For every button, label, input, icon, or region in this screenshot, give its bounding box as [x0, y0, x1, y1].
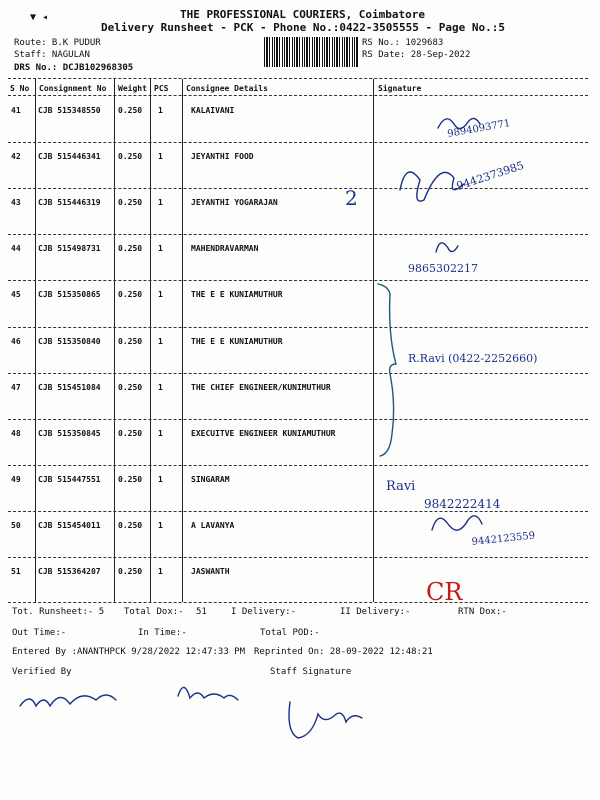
table-bottom-rule — [8, 602, 588, 603]
row-pcs: 1 — [158, 428, 163, 438]
runsheet-title: Delivery Runsheet - PCK - Phone No.:0422-3505555 - Page No.:5 — [101, 21, 505, 34]
row-consignment-no: CJB 515364207 — [38, 567, 101, 576]
sig-51-mark: CR — [426, 578, 463, 606]
row-weight: 0.250 — [118, 152, 143, 162]
row-divider — [8, 373, 588, 374]
row-weight: 0.250 — [118, 198, 143, 208]
sig-49-name: Ravi — [386, 479, 416, 494]
sig-49-phone: 9842222414 — [424, 497, 501, 511]
row-divider — [8, 511, 588, 512]
row-pcs: 1 — [158, 336, 163, 346]
row-consignee: SINGARAM — [191, 474, 230, 484]
row-consignment-no: CJB 515454011 — [38, 520, 101, 530]
col-divider — [150, 79, 151, 602]
row-divider — [8, 142, 588, 143]
row-consignee: THE CHIEF ENGINEER/KUNIMUTHUR — [191, 382, 331, 392]
signature-41-scribble — [438, 118, 480, 128]
staff-signature — [289, 702, 362, 738]
row-consignee: EXECUITVE ENGINEER KUNIAMUTHUR — [191, 428, 336, 438]
row-pcs: 1 — [158, 567, 163, 576]
signature-44-scribble — [436, 243, 458, 252]
verified-by-signature-2 — [178, 687, 238, 700]
rtn-dox: RTN Dox:- — [458, 607, 507, 617]
reprinted-on: Reprinted On: 28-09-2022 12:48:21 — [254, 647, 433, 657]
row-sno: 47 — [11, 382, 21, 392]
row-pcs: 1 — [158, 152, 163, 162]
row-sno: 43 — [11, 198, 21, 208]
total-pod: Total POD:- — [260, 628, 320, 638]
row-weight: 0.250 — [118, 106, 143, 115]
row-consignee: A LAVANYA — [191, 520, 235, 530]
staff-signature-label: Staff Signature — [270, 667, 352, 677]
row-weight: 0.250 — [118, 474, 143, 484]
entered-by: Entered By :ANANTHPCK 9/28/2022 12:47:33 PM — [12, 647, 245, 657]
row-consignee: THE E E KUNIAMUTHUR — [191, 336, 283, 346]
col-consignment: Consignment No — [39, 84, 107, 93]
total-dox-label: Total Dox:- — [124, 607, 184, 617]
col-divider — [182, 79, 183, 602]
col-divider — [114, 79, 115, 602]
route: Route: B.K PUDUR — [14, 38, 101, 48]
row-weight: 0.250 — [118, 290, 143, 300]
row-sno: 46 — [11, 336, 21, 346]
row-weight: 0.250 — [118, 520, 143, 530]
row-consignment-no: CJB 515451084 — [38, 382, 101, 392]
rs-number: RS No.: 1029683 — [362, 38, 444, 48]
row-sno: 49 — [11, 474, 21, 484]
row-sno: 51 — [11, 567, 21, 576]
row-consignment-no: CJB 515350840 — [38, 336, 101, 346]
col-sno: S No — [10, 84, 30, 93]
col-consignee: Consignee Details — [186, 84, 268, 93]
corner-mark: ▼ ◂ — [30, 12, 49, 23]
row-sno: 50 — [11, 520, 21, 530]
bracket-45-48 — [378, 284, 396, 456]
row-pcs: 1 — [158, 106, 163, 115]
sig-42-phone: 9442373985 — [454, 158, 526, 193]
verified-by-signature — [20, 695, 116, 706]
row-weight: 0.250 — [118, 336, 143, 346]
col-divider — [373, 79, 374, 602]
signature-50-scribble — [432, 516, 482, 530]
row-weight: 0.250 — [118, 244, 143, 254]
in-time: In Time:- — [138, 628, 187, 638]
row-divider — [8, 419, 588, 420]
row-consignment-no: CJB 515446319 — [38, 198, 101, 208]
row-divider — [8, 234, 588, 235]
sig-44-phone: 9865302217 — [408, 262, 478, 275]
row-pcs: 1 — [158, 290, 163, 300]
row-divider — [8, 280, 588, 281]
col-pcs: PCS — [154, 84, 169, 93]
row-divider — [8, 557, 588, 558]
col-weight: Weight — [118, 84, 147, 93]
signature-42-scribble — [400, 172, 464, 201]
row-pcs: 1 — [158, 474, 163, 484]
row-pcs: 1 — [158, 382, 163, 392]
total-runsheet: Tot. Runsheet:- 5 — [12, 607, 105, 617]
row-sno: 44 — [11, 244, 21, 254]
barcode — [264, 37, 358, 67]
row-weight: 0.250 — [118, 567, 143, 576]
row-consignment-no: CJB 515350865 — [38, 290, 101, 300]
row-consignment-no: CJB 515446341 — [38, 152, 101, 162]
row-consignment-no: CJB 515498731 — [38, 244, 101, 254]
row-weight: 0.250 — [118, 382, 143, 392]
row-consignment-no: CJB 515447551 — [38, 474, 101, 484]
staff: Staff: NAGULAN — [14, 50, 90, 60]
verified-by: Verified By — [12, 667, 72, 677]
row-sno: 41 — [11, 106, 21, 115]
col-divider — [35, 79, 36, 602]
table-top-rule — [8, 78, 588, 79]
row-consignee: KALAIVANI — [191, 106, 235, 115]
sig-41-phone: 9894093771 — [446, 118, 512, 140]
sig-50-phone: 9442123559 — [471, 530, 536, 548]
mark-43: 2 — [345, 186, 358, 210]
row-divider — [8, 327, 588, 328]
company-name: THE PROFESSIONAL COURIERS, Coimbatore — [180, 8, 426, 21]
row-consignee: MAHENDRAVARMAN — [191, 244, 259, 254]
i-delivery: I Delivery:- — [231, 607, 297, 617]
rs-date: RS Date: 28-Sep-2022 — [362, 50, 471, 60]
row-sno: 45 — [11, 290, 21, 300]
row-sno: 48 — [11, 428, 21, 438]
ii-delivery: II Delivery:- — [340, 607, 411, 617]
total-dox-value: 51 — [196, 607, 207, 617]
row-pcs: 1 — [158, 198, 163, 208]
row-divider — [8, 188, 588, 189]
row-consignee: THE E E KUNIAMUTHUR — [191, 290, 283, 300]
row-consignee: JASWANTH — [191, 567, 230, 576]
row-consignment-no: CJB 515348550 — [38, 106, 101, 115]
row-consignee: JEYANTHI YOGARAJAN — [191, 198, 278, 208]
row-consignment-no: CJB 515350845 — [38, 428, 101, 438]
drs-number: DRS No.: DCJB102968305 — [14, 63, 134, 73]
table-header-rule — [8, 95, 588, 96]
col-signature: Signature — [378, 84, 422, 93]
row-sno: 42 — [11, 152, 21, 162]
sig-45-48-name: R.Ravi (0422-2252660) — [408, 352, 538, 365]
row-pcs: 1 — [158, 520, 163, 530]
row-consignee: JEYANTHI FOOD — [191, 152, 254, 162]
out-time: Out Time:- — [12, 628, 67, 638]
row-divider — [8, 465, 588, 466]
row-pcs: 1 — [158, 244, 163, 254]
row-weight: 0.250 — [118, 428, 143, 438]
